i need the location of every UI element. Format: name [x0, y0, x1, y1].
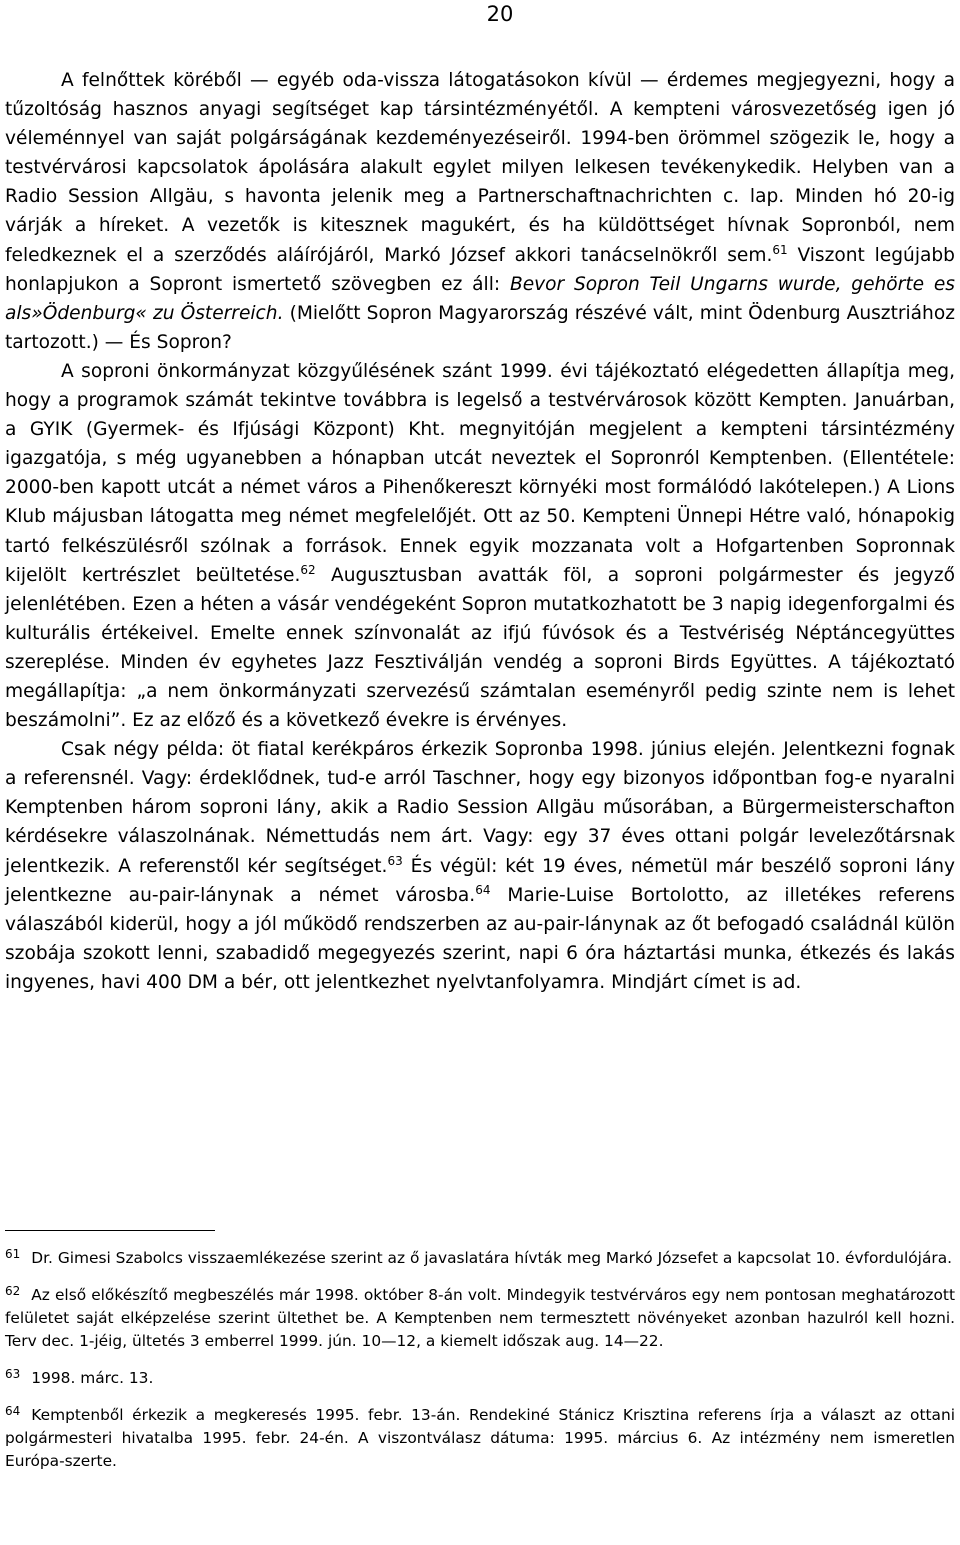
footnote-63: [5, 1367, 955, 1390]
footnote-ref-62: 62: [300, 562, 316, 577]
footnote-62: [5, 1284, 955, 1353]
footnote-ref-64: 64: [475, 882, 491, 897]
paragraph-3-text-1: Csak négy példa: öt fiatal kerékpáros érkezik Sopronba 1998. június elején. Jelentkezni fognak a referensnél. Vagy: érdeklődnek, tud-e arról Taschner, hogy egy bizonyos időpontban fog-e nyaralni Kemptenben három soproni lány, akik a Radio Session Allgäu műsorában, a Bürgermeisterschafton kérdésekre válaszolnának. Némettudás nem árt. Vagy: egy 37 éves ottani polgár levelezőtársnak jelentkezik. A referenstől kér segítséget.: [5, 739, 955, 877]
german-quote: Bevor Sopron Teil Ungarns wurde, gehörte es als»Ödenburg« zu Österreich.: [5, 273, 955, 324]
footnote-number: 61: [5, 1247, 21, 1261]
paragraph-3-text-3: Marie-Luise Bortolotto, az illetékes referens válaszából kiderül, hogy a jól működő rendszerben az au-pair-lánynak az őt befogadó családnál külön szobája szokott lenni, szabadidő megegyezés szerint, napi 6 óra háztartási munka, étkezés és lakás ingyenes, havi 400 DM a bér, ott jelentkezhet nyelvtanfolyamra. Mindjárt címet is ad.: [5, 884, 955, 993]
paragraph-1: [5, 66, 955, 357]
footnote-text: Kemptenből érkezik a megkeresés 1995. febr. 13-án. Rendekiné Stánicz Krisztina referens írja a választ az ottani polgármesteri hivatalba 1995. febr. 24-én. A viszontválasz dátuma: 1995. március 6. Az intézmény nem ismeretlen Európa-szerte.: [5, 1406, 955, 1470]
footnote-ref-61: 61: [772, 242, 788, 257]
page-number: 20: [486, 2, 514, 26]
paragraph-2-text-2: Augusztusban avatták föl, a soproni polgármester és jegyző jelenlétében. Ezen a héten a vásár vendégeként Sopron mutatkozhatott be 3 napig idegenforgalmi és kulturális értékeivel. Emelte ennek színvonalát az ifjú fúvósok és a Testvériség Néptáncegyüttes szereplése. Minden év egyhetes Jazz Fesztiválján vendég a soproni Birds Együttes. A tájékoztató megállapítja: „a nem önkormányzati szervezésű számtalan eseményről pedig szinte nem is lehet beszámolni”. Ez az előző és a következő évekre is érvényes.: [5, 564, 955, 732]
paragraph-3-text-2: És végül: két 19 éves, németül már beszélő soproni lány jelentkezne au-pair-lánynak a német városba.: [5, 855, 955, 906]
footnote-text: 1998. márc. 13.: [31, 1369, 154, 1387]
footnote-number: 62: [5, 1284, 21, 1298]
paragraph-1-text-2: Viszont legújabb honlapjukon a Sopront ismertető szövegben ez áll:: [5, 244, 955, 295]
footnote-61: [5, 1247, 955, 1270]
footnotes: [5, 1247, 955, 1487]
paragraph-2-text-1: A soproni önkormányzat közgyűlésének szánt 1999. évi tájékoztató elégedetten állapítja meg, hogy a programok számát tekintve továbbra is legelső a testvérvárosok között Kempten. Januárban, a GYIK (Gyermek- és Ifjúsági Központ) Kht. megnyitóján megjelent a kempteni társintézmény igazgatója, s még ugyanebben a hónapban utcát neveztek el Sopronról Kemptenben. (Ellentétele: 2000-ben kapott utcát a német város a Pihenőkereszt környéki most formálódó lakótelepen.) A Lions Klub májusban látogatta meg német megfelelőjét. Ott az 50. Kempteni Ünnepi Hétre való, hónapokig tartó felkészülésről szólnak a források. Ennek egyik mozzanata volt a Hofgartenben Sopronnak kijelölt kertrészlet beültetése.: [5, 360, 955, 586]
paragraph-2: [5, 357, 955, 735]
paragraph-1-text-3: (Mielőtt Sopron Magyarország részévé vált, mint Ödenburg Ausztriához tartozott.) — És Sopron?: [5, 302, 955, 353]
paragraph-3: [5, 735, 955, 997]
footnote-text: Az első előkészítő megbeszélés már 1998. október 8-án volt. Mindegyik testvérváros egy nem pontosan meghatározott felületet saját elképzelése szerint ültethet be. A Kemptenben nem termesztett növényeket azonban hazulról kell hozni. Terv dec. 1-jéig, ültetés 3 emberrel 1999. jún. 10—12, a kiemelt időszak aug. 14—22.: [5, 1286, 955, 1350]
footnote-64: [5, 1404, 955, 1473]
footnote-divider: [5, 1230, 215, 1231]
footnote-number: 64: [5, 1404, 21, 1418]
footnote-ref-63: 63: [387, 853, 403, 868]
footnote-text: Dr. Gimesi Szabolcs visszaemlékezése szerint az ő javaslatára hívták meg Markó Józsefet a kapcsolat 10. évfordulójára.: [31, 1249, 953, 1267]
footnote-number: 63: [5, 1367, 21, 1381]
paragraph-1-text-1: A felnőttek köréből — egyéb oda-vissza látogatásokon kívül — érdemes megjegyezni, hogy a tűzoltóság hasznos anyagi segítséget kap társintézményétől. A kempteni városvezetőség igen jó véleménnyel van saját polgárságának kezdeményezéseiről. 1994-ben örömmel szögezik le, hogy a testvérvárosi kapcsolatok ápolására alakult egylet milyen lelkesen tevékenykedik. Helyben van a Radio Session Allgäu, s havonta jelenik meg a Partnerschaftnachrichten c. lap. Minden hó 20-ig várják a híreket. A vezetők is kitesznek magukért, és ha küldöttséget hívnak Sopronból, nem feledkeznek el a szerződés aláírójáról, Markó József akkori tanácselnökről sem.: [5, 70, 955, 266]
main-text: [5, 66, 955, 997]
